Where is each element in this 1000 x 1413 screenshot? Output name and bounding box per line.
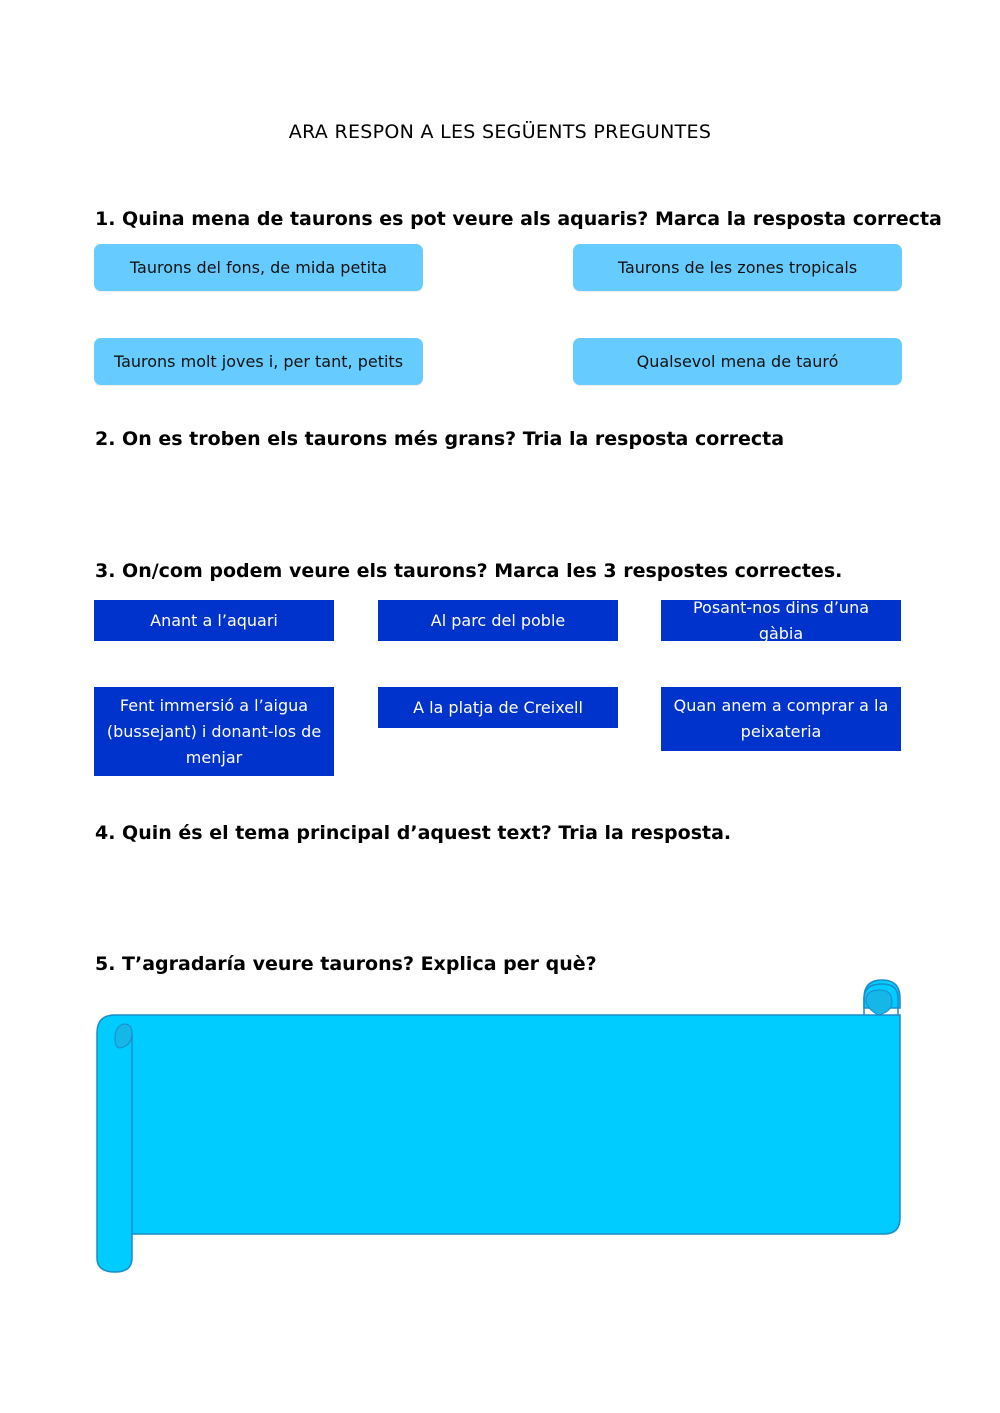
answer-text-input[interactable] (140, 1030, 892, 1224)
question-1: 1. Quina mena de taurons es pot veure als aquaris? Marca la resposta correcta (95, 208, 942, 230)
q3-option-4[interactable]: Fent immersió a l’aigua (bussejant) i donant-los de menjar (94, 687, 334, 776)
question-4: 4. Quin és el tema principal d’aquest text? Tria la resposta. (95, 822, 732, 844)
question-2: 2. On es troben els taurons més grans? Tria la resposta correcta (95, 428, 785, 450)
q1-option-4[interactable]: Qualsevol mena de tauró (573, 338, 902, 385)
q1-option-2[interactable]: Taurons de les zones tropicals (573, 244, 902, 291)
q3-option-1[interactable]: Anant a l’aquari (94, 600, 334, 641)
q3-option-3[interactable]: Posant-nos dins d’una gàbia (661, 600, 901, 641)
page-title: ARA RESPON A LES SEGÜENTS PREGUNTES (288, 121, 712, 143)
q1-option-1[interactable]: Taurons del fons, de mida petita (94, 244, 423, 291)
question-5: 5. T’agradaría veure taurons? Explica per què? (95, 953, 597, 975)
q3-option-2[interactable]: Al parc del poble (378, 600, 618, 641)
q3-option-5[interactable]: A la platja de Creixell (378, 687, 618, 728)
q1-option-3[interactable]: Taurons molt joves i, per tant, petits (94, 338, 423, 385)
q3-option-6[interactable]: Quan anem a comprar a la peixateria (661, 687, 901, 751)
question-3: 3. On/com podem veure els taurons? Marca les 3 respostes correctes. (95, 560, 843, 582)
